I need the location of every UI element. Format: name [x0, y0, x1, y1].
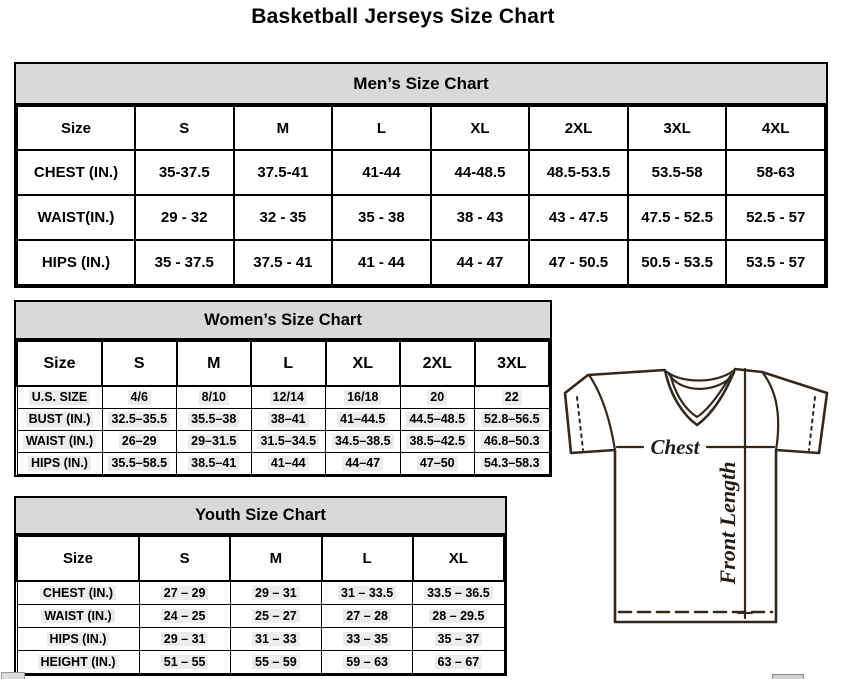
row-label: [17, 386, 102, 409]
table-row: [17, 195, 825, 240]
column-header: Size: [17, 106, 135, 150]
row-label: [17, 409, 102, 431]
cell: 29 - 32: [135, 195, 234, 240]
cell-text: 38.5–41: [188, 456, 239, 470]
cell: [413, 651, 504, 674]
cell: 41-44: [332, 150, 431, 195]
cell: [475, 453, 550, 475]
cell-text: 20: [427, 390, 447, 404]
cell: 43 - 47.5: [529, 195, 628, 240]
cell: [322, 581, 413, 605]
cell: [177, 386, 252, 409]
row-label-text: CHEST (IN.): [40, 586, 116, 600]
row-label-text: WAIST (IN.): [41, 609, 114, 623]
row-label-text: WAIST (IN.): [23, 434, 96, 448]
cell-text: 33 – 35: [343, 632, 391, 646]
column-header: Size: [17, 341, 102, 386]
cell: [413, 628, 504, 651]
page-title: Basketball Jerseys Size Chart: [251, 5, 555, 28]
table-row: [17, 581, 504, 605]
column-header: 2XL: [529, 106, 628, 150]
cell: [139, 605, 230, 628]
column-header: L: [332, 106, 431, 150]
row-label: WAIST(IN.): [17, 195, 135, 240]
cell: [177, 409, 252, 431]
cell-text: 8/10: [199, 390, 229, 404]
cell: [413, 605, 504, 628]
row-label-text: HIPS (IN.): [28, 456, 91, 470]
column-header: L: [322, 536, 413, 581]
row-label-text: BUST (IN.): [26, 412, 94, 426]
cell: [400, 431, 475, 453]
cell: 53.5-58: [628, 150, 727, 195]
row-label: [17, 453, 102, 475]
cell-text: 63 – 67: [435, 655, 483, 669]
cell: 53.5 - 57: [726, 240, 825, 285]
row-label: CHEST (IN.): [17, 150, 135, 195]
cell-text: 35 – 37: [435, 632, 483, 646]
cell-text: 31 – 33.5: [338, 586, 396, 600]
cell: [230, 605, 321, 628]
collar-rib-line: [667, 371, 733, 381]
cell: 37.5 - 41: [234, 240, 333, 285]
table-row: [17, 536, 504, 581]
cell-text: 59 – 63: [343, 655, 391, 669]
cell: [475, 431, 550, 453]
cell-text: 29 – 31: [252, 586, 300, 600]
row-label-text: U.S. SIZE: [29, 390, 91, 404]
cell-text: 54.3–58.3: [481, 456, 543, 470]
cell: [326, 409, 401, 431]
cell-text: 26–29: [119, 434, 160, 448]
column-header: 2XL: [400, 341, 475, 386]
cell-text: 32.5–35.5: [108, 412, 170, 426]
cell: [251, 453, 326, 475]
row-label-text: HIPS (IN.): [47, 632, 110, 646]
cell-text: 44–47: [342, 456, 383, 470]
cell-text: 22: [502, 390, 522, 404]
column-header: M: [234, 106, 333, 150]
cell: [326, 431, 401, 453]
cell-text: 31 – 33: [252, 632, 300, 646]
cell-text: 46.8–50.3: [481, 434, 543, 448]
youth-table: [16, 535, 505, 674]
cell-text: 25 – 27: [252, 609, 300, 623]
cell: 44-48.5: [431, 150, 530, 195]
cell: [230, 651, 321, 674]
cell: [322, 605, 413, 628]
cell: [413, 581, 504, 605]
cell: [251, 431, 326, 453]
column-header: S: [135, 106, 234, 150]
column-header: XL: [413, 536, 504, 581]
table-row: [17, 453, 549, 475]
right-armhole-seam: [763, 373, 778, 450]
row-label: [17, 628, 139, 651]
cell-text: 29 – 31: [161, 632, 209, 646]
row-label-text: HEIGHT (IN.): [38, 655, 119, 669]
cell: [139, 581, 230, 605]
cell: 38 - 43: [431, 195, 530, 240]
cell: [139, 628, 230, 651]
table-row: [17, 628, 504, 651]
cell: [102, 453, 177, 475]
cell-text: 28 – 29.5: [429, 609, 487, 623]
cell: [322, 651, 413, 674]
cell: 32 - 35: [234, 195, 333, 240]
column-header: XL: [326, 341, 401, 386]
cell: 48.5-53.5: [529, 150, 628, 195]
cell-text: 38–41: [268, 412, 309, 426]
cell-text: 44.5–48.5: [406, 412, 468, 426]
cell: [475, 409, 550, 431]
row-label: [17, 605, 139, 628]
column-header: XL: [431, 106, 530, 150]
cell: 44 - 47: [431, 240, 530, 285]
cell-text: 55 – 59: [252, 655, 300, 669]
table-row: [17, 240, 825, 285]
cell-text: 38.5–42.5: [406, 434, 468, 448]
cell-text: 35.5–58.5: [108, 456, 170, 470]
cell: [230, 581, 321, 605]
cell: [251, 409, 326, 431]
cell-text: 27 – 28: [343, 609, 391, 623]
chest-label: Chest: [650, 435, 700, 459]
table-row: [17, 106, 825, 150]
cell-text: 51 – 55: [161, 655, 209, 669]
mens-chart-title: Men’s Size Chart: [16, 64, 826, 105]
cell-text: 4/6: [128, 390, 151, 404]
front-length-label: Front Length: [715, 461, 740, 585]
cell: [326, 386, 401, 409]
cell-text: 35.5–38: [188, 412, 239, 426]
left-cuff-stitch-line: [577, 397, 583, 450]
cell: [102, 386, 177, 409]
cell-text: 52.8–56.5: [481, 412, 543, 426]
cell-text: 33.5 – 36.5: [424, 586, 493, 600]
cell-text: 41–44.5: [337, 412, 388, 426]
cell: 37.5-41: [234, 150, 333, 195]
cell: [177, 431, 252, 453]
cell: 52.5 - 57: [726, 195, 825, 240]
column-header: S: [139, 536, 230, 581]
mens-size-chart: [14, 62, 828, 288]
cell: [400, 386, 475, 409]
left-armhole-seam: [589, 375, 615, 450]
cell: 35-37.5: [135, 150, 234, 195]
cell: 47.5 - 52.5: [628, 195, 727, 240]
table-row: [17, 605, 504, 628]
womens-table: [16, 340, 550, 475]
table-row: [17, 431, 549, 453]
cell: [251, 386, 326, 409]
cell: 58-63: [726, 150, 825, 195]
selection-handle[interactable]: [772, 674, 804, 679]
column-header: 4XL: [726, 106, 825, 150]
row-label: HIPS (IN.): [17, 240, 135, 285]
cell-text: 27 – 29: [161, 586, 209, 600]
cell-text: 47–50: [417, 456, 458, 470]
column-header: 3XL: [628, 106, 727, 150]
cell: 35 - 38: [332, 195, 431, 240]
table-row: [17, 341, 549, 386]
column-header: M: [230, 536, 321, 581]
column-header: S: [102, 341, 177, 386]
womens-size-chart: [14, 300, 552, 477]
cell: 41 - 44: [332, 240, 431, 285]
cell: 35 - 37.5: [135, 240, 234, 285]
column-header: Size: [17, 536, 139, 581]
table-row: [17, 651, 504, 674]
youth-chart-title: Youth Size Chart: [16, 498, 505, 535]
column-header: 3XL: [475, 341, 550, 386]
cell: [400, 453, 475, 475]
column-header: M: [177, 341, 252, 386]
cell: [102, 409, 177, 431]
table-row: [17, 386, 549, 409]
cell-text: 31.5–34.5: [257, 434, 319, 448]
cell-text: 29–31.5: [188, 434, 239, 448]
cell: 47 - 50.5: [529, 240, 628, 285]
cell: [322, 628, 413, 651]
cell-text: 24 – 25: [161, 609, 209, 623]
jersey-measurement-diagram: [555, 353, 838, 645]
cell: [400, 409, 475, 431]
cell: [102, 431, 177, 453]
column-header: L: [251, 341, 326, 386]
cell-text: 16/18: [344, 390, 381, 404]
row-label: [17, 651, 139, 674]
mens-table: [16, 105, 826, 286]
table-row: [17, 409, 549, 431]
cell: [177, 453, 252, 475]
cell-text: 34.5–38.5: [332, 434, 394, 448]
womens-chart-title: Women’s Size Chart: [16, 302, 550, 340]
cell-text: 12/14: [270, 390, 307, 404]
selection-handle[interactable]: [1, 672, 25, 679]
cell: [139, 651, 230, 674]
row-label: [17, 431, 102, 453]
cell: [230, 628, 321, 651]
youth-size-chart: [14, 496, 507, 676]
cell: [475, 386, 550, 409]
row-label: [17, 581, 139, 605]
right-cuff-stitch-line: [809, 397, 815, 450]
cell-text: 41–44: [268, 456, 309, 470]
cell: [326, 453, 401, 475]
cell: 50.5 - 53.5: [628, 240, 727, 285]
table-row: [17, 150, 825, 195]
